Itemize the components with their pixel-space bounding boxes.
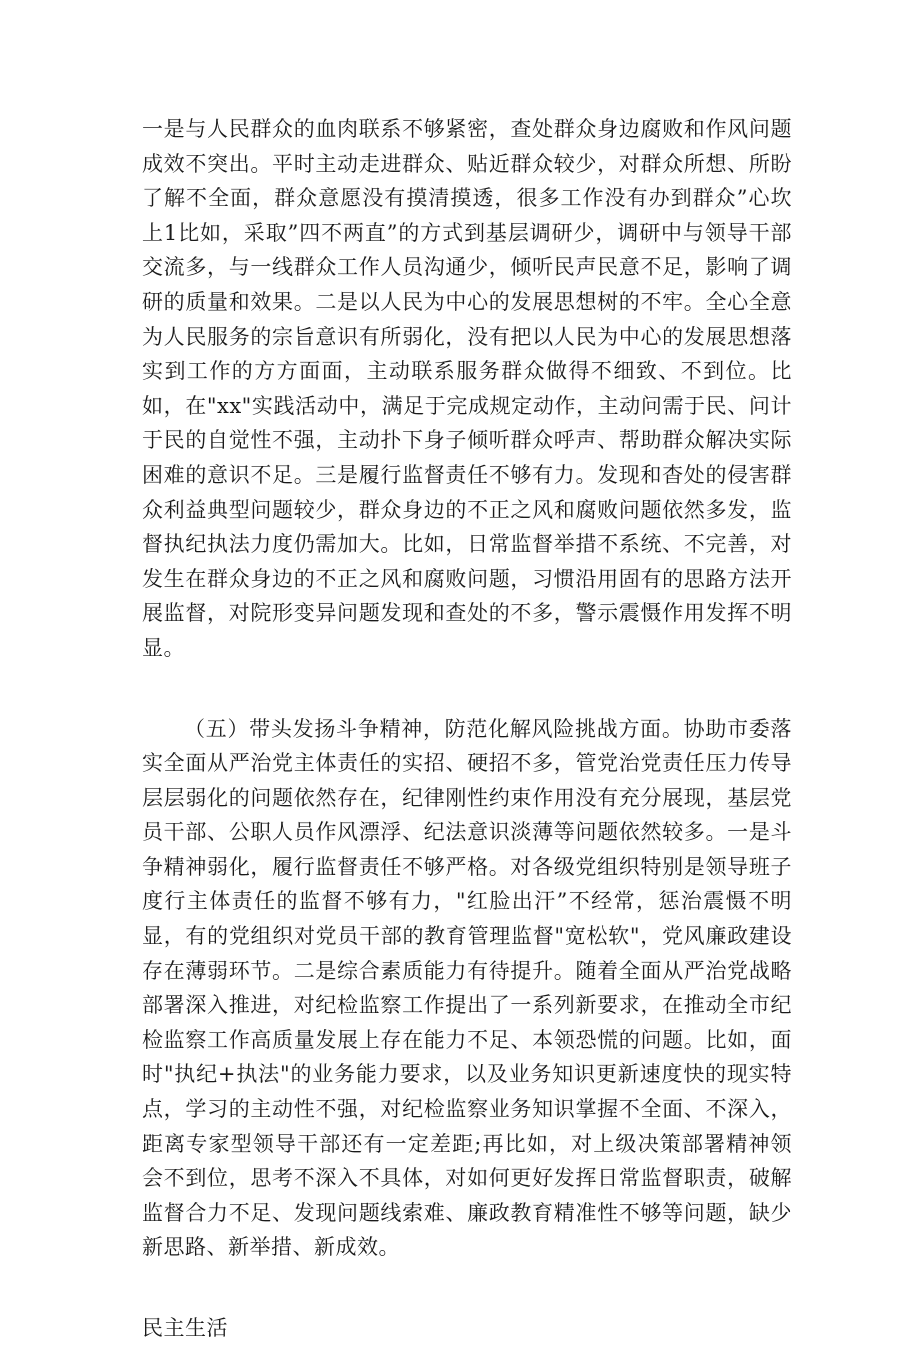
paragraph-1: 一是与人民群众的血肉联系不够紧密，查处群众身边腐败和作风问题成效不突出。平时主动走进群众、贴近群众较少，对群众所想、所盼了解不全面，群众意愿没有摸清摸透，很多工作没有办到群众”心坎上1比如，采取”四不两直”的方式到基层调研少，调研中与领导干部交流多，与一线群众工作人员沟通少，倾听民声民意不足，影响了调研的质量和效果。二是以人民为中心的发展思想树的不牢。全心全意为人民服务的宗旨意识有所弱化，没有把以人民为中心的发展思想落实到工作的方方面面，主动联系服务群众做得不细致、不到位。比如，在"xx"实践活动中，满足于完成规定动作，主动问需于民、问计于民的自觉性不强，主动扑下身子倾听群众呼声、帮助群众解决实际困难的意识不足。三是履行监督责任不够有力。发现和杳处的侵害群众利益典型问题较少，群众身边的不正之风和腐败问题依然多发，监督执纪执法力度仍需加大。比如，日常监督举措不系统、不完善，对发生在群众身边的不正之风和腐败问题，习惯沿用固有的思路方法开展监督，对院形变异问题发现和查处的不多，警示震慑作用发挥不明显。	[142, 117, 792, 660]
document-body	[142, 112, 792, 1345]
paragraph-2: （五）带头发扬斗争精神，防范化解风险挑战方面。协助市委落实全面从严治党主体责任的实招、硬招不多，管党治党责任压力传导层层弱化的问题依然存在，纪律刚性约束作用没有充分展现，基层党员干部、公职人员作风漂浮、纪法意识淡薄等问题依然较多。一是斗争精神弱化，履行监督责任不够严格。对各级党组织特别是领导班子度行主体责任的监督不够有力，"红脸出汗”不经常，惩治震慑不明显，有的党组织对党员干部的教育管理监督"宽松软"，党风廉政建设存在薄弱环节。二是综合素质能力有待提升。随着全面从严治党战略部署深入推进，对纪检监察工作提出了一系列新要求，在推动全市纪检监察工作高质量发展上存在能力不足、本领恐慌的问题。比如，面时"执纪+执法"的业务能力要求，以及业务知识更新速度快的现实特点，学习的主动性不强，对纪检监察业务知识掌握不全面、不深入，距离专家型领导干部还有一定差距;再比如，对上级决策部署精神领会不到位，思考不深入不具体，对如何更好发挥日常监督职责，破解监督合力不足、发现问题线索难、廉政教育精准性不够等问题，缺少新思路、新举措、新成效。	[142, 716, 792, 1260]
section-label: 民主生活	[142, 1316, 228, 1340]
